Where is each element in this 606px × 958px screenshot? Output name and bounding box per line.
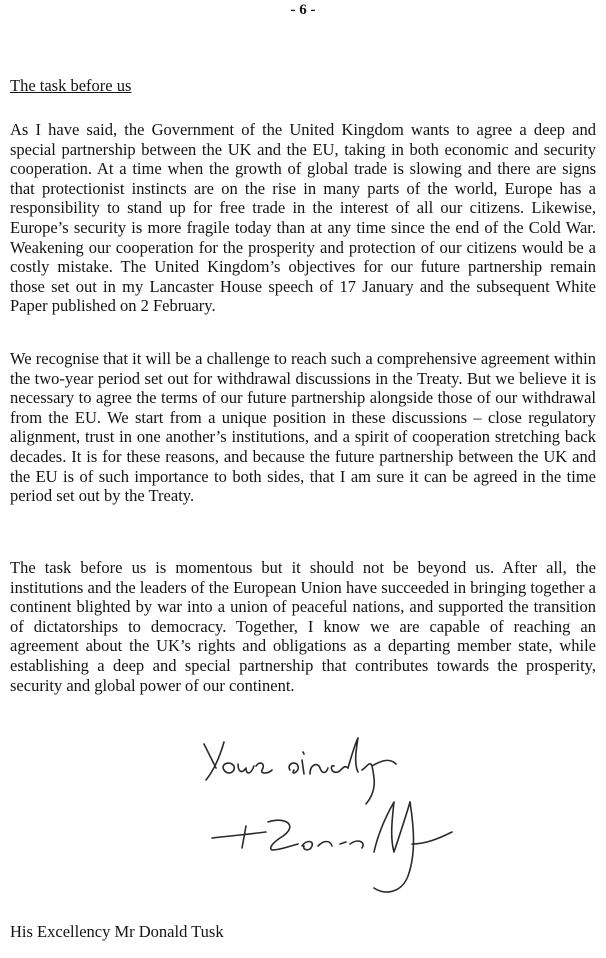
handwritten-closing <box>204 738 396 804</box>
body-paragraph-1: As I have said, the Government of the United Kingdom wants to agree a deep and special partnership between the UK and the EU, taking in both economic and security cooperation. At a time when the growth of global trade is slowing and there are signs that protectionist instincts are on the rise in many parts of the world, Europe has a responsibility to stand up for free trade in the interest of all our citizens. Likewise, Europe’s security is more fragile today than at any time since the end of the Cold War. Weakening our cooperation for the prosperity and protection of our citizens would be a costly mistake. The United Kingdom’s objectives for our future partnership remain those set out in my Lancaster House speech of 17 January and the subsequent White Paper published on 2 February. <box>10 120 596 316</box>
page-number: - 6 - <box>290 2 316 18</box>
section-heading: The task before us <box>10 76 132 95</box>
handwritten-closing-and-signature <box>190 730 460 905</box>
body-paragraph-2: We recognise that it will be a challenge to reach such a comprehensive agreement within the two-year period set out for withdrawal discussions in the Treaty. But we believe it is necessary to agree the terms of our future partnership alongside those of our withdrawal from the EU. We start from a unique position in these discussions – close regulatory alignment, trust in one another’s institutions, and a spirit of cooperation stretching back decades. It is for these reasons, and because the future partnership between the UK and the EU is of such importance to both sides, that I am sure it can be agreed in the time period set out by the Treaty. <box>10 349 596 506</box>
signature-image <box>190 730 460 905</box>
handwritten-signature <box>212 802 452 892</box>
addressee-line: His Excellency Mr Donald Tusk <box>10 922 224 941</box>
body-paragraph-3: The task before us is momentous but it should not be beyond us. After all, the institutions and the leaders of the European Union have succeeded in bringing together a continent blighted by war into a union of peaceful nations, and supported the transition of dictatorships to democracy. Together, I know we are capable of reaching an agreement about the UK’s rights and obligations as a departing member state, while establishing a deep and special partnership that contributes towards the prosperity, security and global power of our continent. <box>10 558 596 695</box>
